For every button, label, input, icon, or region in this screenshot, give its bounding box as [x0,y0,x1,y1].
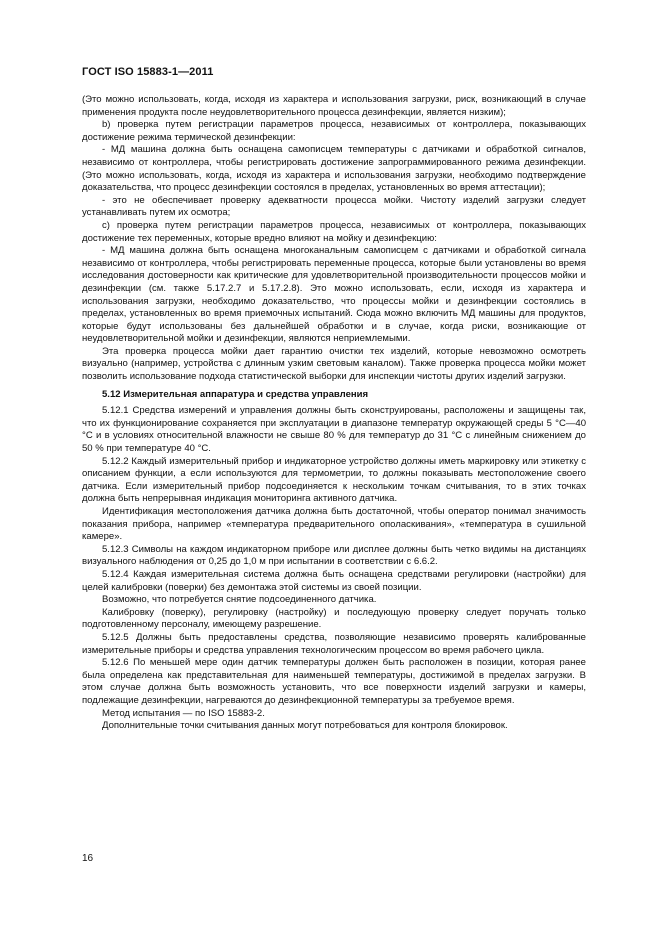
clause-5-12-6: 5.12.6 По меньшей мере один датчик температуры должен быть расположен в позиции, которая ранее была определена как представительная для наименьшей температуры, достижимой в пределах загрузки. В этом случае должна быть возможность установить, что все поверхности изделий загрузки и камеры, подлежащие дезинфекции, нагреваются до дезинфекционной температуры за требуемое время. [82,657,586,706]
paragraph: (Это можно использовать, когда, исходя из характера и использования загрузки, риск, возникающий в случае применения продукта после неудовлетворительного процесса дезинфекции, является низким); [82,94,586,118]
clause-5-12-1: 5.12.1 Средства измерений и управления должны быть сконструированы, расположены и защищены так, что их функционирование сохраняется при эксплуатации в диапазоне температур окружающей среды 5 °С—40 °С и в условиях относительной влажности не свыше 80 % для температур до 31 °С с линейным снижением до 50 % при температуре 40 °С. [82,405,586,455]
paragraph: Калибровку (поверку), регулировку (настройку) и последующую проверку следует поручать только подготовленному персоналу, имеющему разрешение. [82,606,586,631]
document-header: ГОСТ ISO 15883-1—2011 [82,66,214,78]
paragraph: Идентификация местоположения датчика должна быть достаточной, чтобы оператор понимал значимость показания прибора, например «температура предварительного ополаскивания», «температура в сушильной камере». [82,506,586,543]
paragraph: Метод испытания — по ISO 15883-2. [102,707,265,719]
section-heading: 5.12 Измерительная аппаратура и средства управления [102,388,369,400]
bullet-item: - МД машина должна быть оснащена самописцем температуры с датчиками и обработкой сигналов, независимо от контроллера, чтобы регистрировать достижение запрограммированного режима дезинфекции. (Это можно использовать, когда, исходя из характера и использования загрузки, необходимо подтверждение доказательства, что процесс дезинфекции состоялся в пределах, установленных во время аттестации); [82,144,586,194]
bullet-item: - МД машина должна быть оснащена многоканальным самописцем с датчиками и обработкой сигнала независимо от контроллера, чтобы регистрировать переменные процесса, которые были установлены во время исследования достоверности как критические для удовлетворительной производительности процессов мойки и дезинфекции (см. также 5.17.2.7 и 5.17.2.8). Это можно использовать, если, исходя из характера и использования загрузки, необходимо доказательство, что процессы мойки и дезинфекции состоялись в пределах, установленных во время приемочных испытаний. Сюда можно включить МД машины для продуктов, которые будут использованы без дальнейшей обработки и в случае, когда риски, возникающие от неудовлетворительной мойки и дезинфекции, являются неприемлемыми. [82,245,586,345]
bullet-item: - это не обеспечивает проверку адекватности процесса мойки. Чистоту изделий загрузки следует устанавливать путем их осмотра; [82,194,586,219]
list-item-c: c) проверка путем регистрации параметров процесса, независимых от контроллера, показывающих достижение тех переменных, которые вредно влияют на мойку и дезинфекцию: [82,219,586,244]
clause-5-12-3: 5.12.3 Символы на каждом индикаторном приборе или дисплее должны быть четко видимы на дистанциях визуального наблюдения от 0,25 до 1,0 м при испытании в соответствии с 6.6.2. [82,543,586,568]
list-item-b: b) проверка путем регистрации параметров процесса, независимых от контроллера, показывающих достижение режима термической дезинфекции: [82,119,586,143]
clause-5-12-2: 5.12.2 Каждый измерительный прибор и индикаторное устройство должны иметь маркировку или этикетку с описанием функции, а если используются для термометрии, то должны показывать местоположение своего датчика. Если измерительный прибор подсоединяется к нескольким точкам считывания, то в этих точках должна быть непрерывная индикация мониторинга активного датчика. [82,455,586,505]
page-number: 16 [82,853,94,864]
document-body [82,94,586,733]
paragraph: Эта проверка процесса мойки дает гарантию очистки тех изделий, которые невозможно осмотреть визуально (например, устройства с длинным узким световым каналом). Также проверка процесса мойки может позволить использование подхода статистической выборки для инспекции чистоты других изделий загрузки. [82,345,586,383]
clause-5-12-4: 5.12.4 Каждая измерительная система должна быть оснащена средствами регулировки (настройки) для целей калибровки (поверки) без демонтажа этой системы из своей позиции. [82,568,586,593]
paragraph: Возможно, что потребуется снятие подсоединенного датчика. [102,594,377,606]
clause-5-12-5: 5.12.5 Должны быть предоставлены средства, позволяющие независимо проверять калиброванные измерительные приборы и средства управления технологическим процессом во время рабочего цикла. [82,631,586,656]
paragraph: Дополнительные точки считывания данных могут потребоваться для контроля блокировок. [102,720,508,732]
